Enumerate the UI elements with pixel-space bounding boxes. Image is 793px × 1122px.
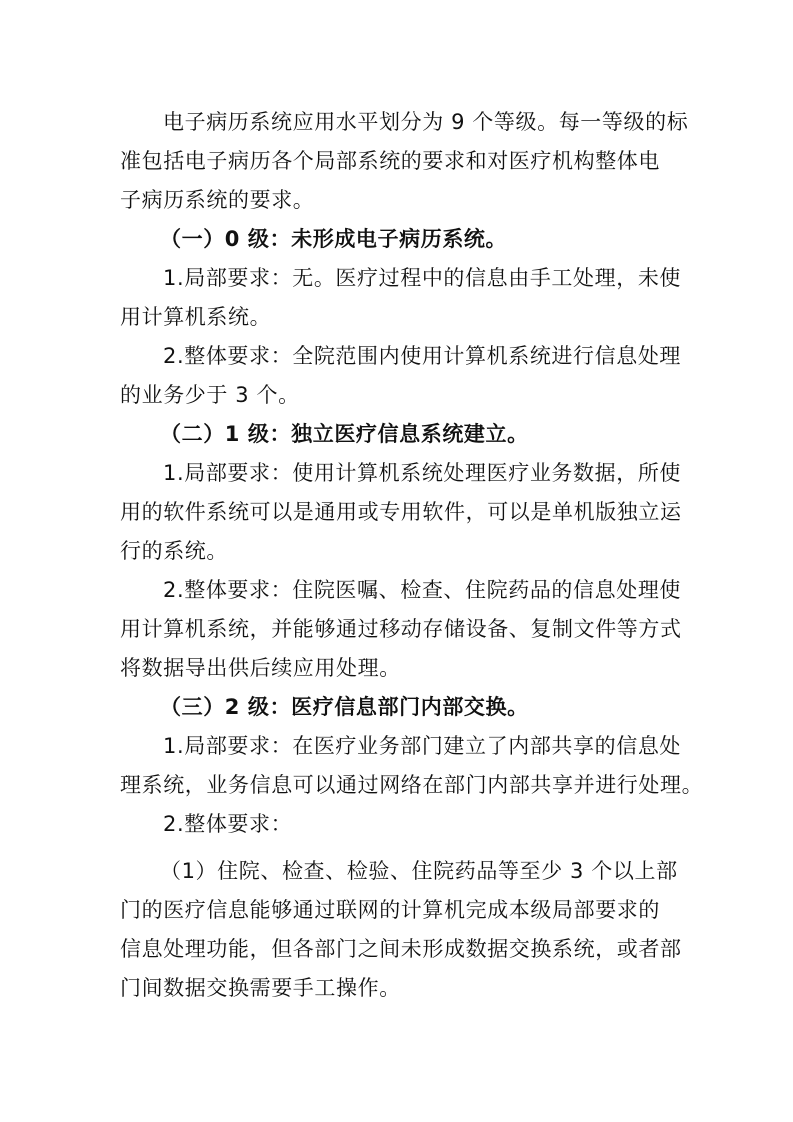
paragraph-line: 门的医疗信息能够通过联网的计算机完成本级局部要求的: [120, 898, 660, 922]
paragraph-line: 1.局部要求：无。医疗过程中的信息由手工处理，未使: [163, 266, 682, 290]
paragraph-line: 2.整体要求：全院范围内使用计算机系统进行信息处理: [163, 344, 682, 368]
paragraph-line: 将数据导出供后续应用处理。: [120, 656, 401, 680]
paragraph-line: 用计算机系统，并能够通过移动存储设备、复制文件等方式: [120, 617, 682, 641]
paragraph-line: 门间数据交换需要手工操作。: [120, 976, 401, 1000]
paragraph-line: 2.整体要求：: [163, 812, 293, 836]
section-heading: （三）2 级：医疗信息部门内部交换。: [160, 695, 529, 719]
section-heading: （一）0 级：未形成电子病历系统。: [160, 227, 508, 251]
paragraph-line: 电子病历系统应用水平划分为 9 个等级。每一等级的标: [163, 110, 689, 134]
paragraph-line: 1.局部要求：在医疗业务部门建立了内部共享的信息处: [163, 734, 682, 758]
paragraph-line: 信息处理功能，但各部门之间未形成数据交换系统，或者部: [120, 937, 682, 961]
paragraph-line: 用计算机系统。: [120, 305, 272, 329]
paragraph-line: 准包括电子病历各个局部系统的要求和对医疗机构整体电: [120, 149, 660, 173]
section-heading: （二）1 级：独立医疗信息系统建立。: [160, 422, 529, 446]
paragraph-line: 2.整体要求：住院医嘱、检查、住院药品的信息处理使: [163, 578, 682, 602]
paragraph-line: 1.局部要求：使用计算机系统处理医疗业务数据，所使: [163, 461, 682, 485]
paragraph-line: 行的系统。: [120, 539, 228, 563]
paragraph-line: 的业务少于 3 个。: [120, 383, 300, 407]
paragraph-line: 用的软件系统可以是通用或专用软件，可以是单机版独立运: [120, 500, 682, 524]
paragraph-line: （1）住院、检查、检验、住院药品等至少 3 个以上部: [160, 859, 678, 883]
paragraph-line: 子病历系统的要求。: [120, 188, 315, 212]
paragraph-line: 理系统，业务信息可以通过网络在部门内部共享并进行处理。: [120, 773, 704, 797]
